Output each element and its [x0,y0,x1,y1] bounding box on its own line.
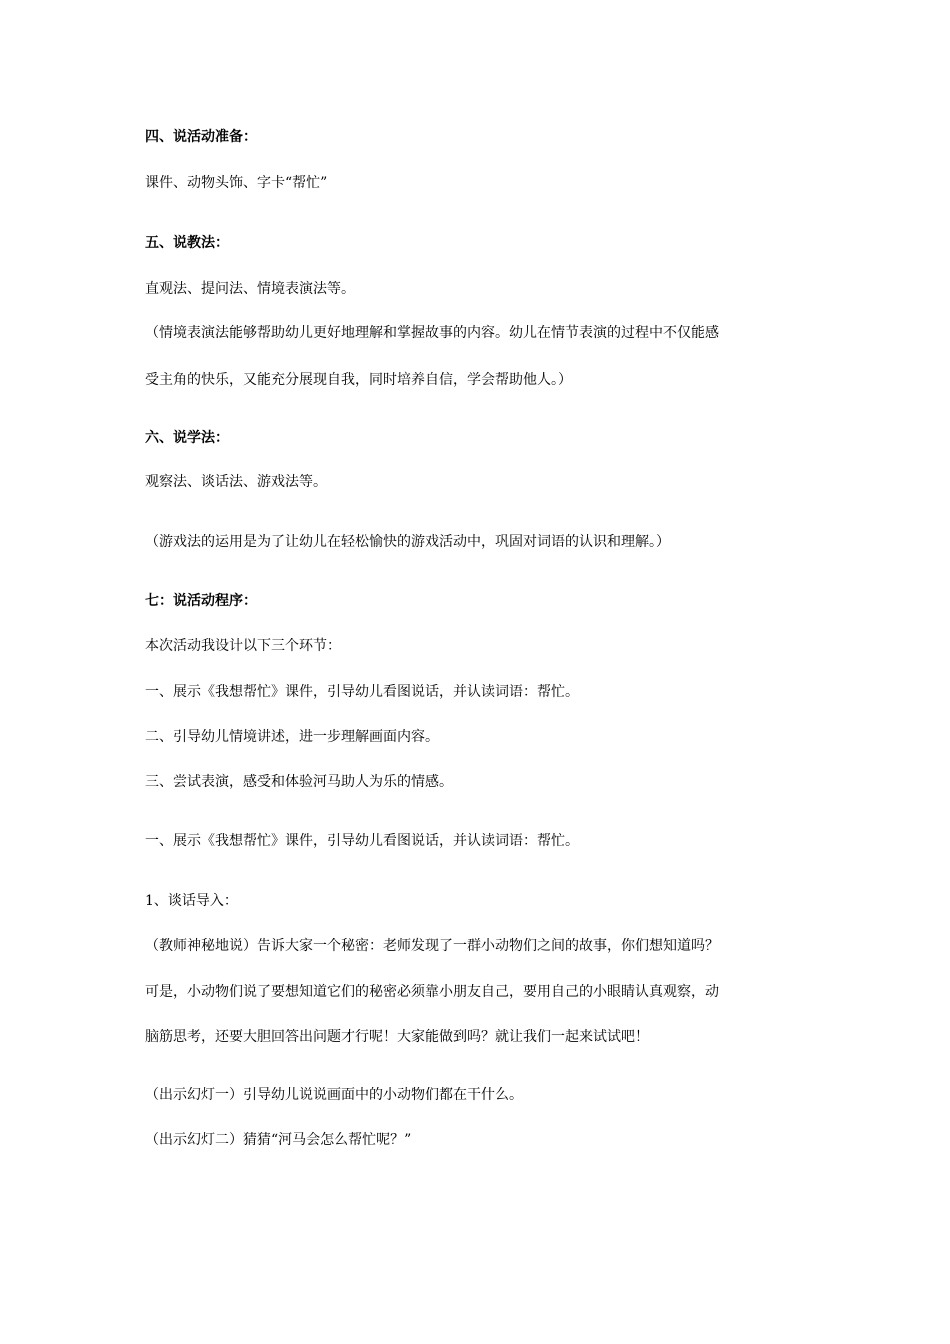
learning-methods-text: 观察法、谈话法、游戏法等。 [145,474,327,490]
procedure-step-2: 二、引导幼儿情境讲述，进一步理解画面内容。 [145,729,439,745]
section-heading-preparation: 四、说活动准备： [145,129,257,145]
section-heading-teaching-methods: 五、说教法： [145,235,229,251]
teaching-methods-note-line1: （情境表演法能够帮助幼儿更好地理解和掌握故事的内容。幼儿在情节表演的过程中不仅能感 [145,325,719,341]
conversation-paragraph-line1: （教师神秘地说）告诉大家一个秘密：老师发现了一群小动物们之间的故事，你们想知道吗？ [145,938,719,954]
conversation-paragraph-line3: 脑筋思考，还要大胆回答出问题才行呢！大家能做到吗？就让我们一起来试试吧！ [145,1029,649,1045]
teaching-methods-note-line2: 受主角的快乐，又能充分展现自我，同时培养自信，学会帮助他人。） [145,372,572,388]
procedure-step-1: 一、展示《我想帮忙》课件，引导幼儿看图说话，并认读词语：帮忙。 [145,684,579,700]
learning-methods-note: （游戏法的运用是为了让幼儿在轻松愉快的游戏活动中，巩固对词语的认识和理解。） [145,534,670,550]
teaching-methods-text: 直观法、提问法、情境表演法等。 [145,281,355,297]
slide-2-text: （出示幻灯二）猜猜“河马会怎么帮忙呢？” [145,1132,412,1148]
step-1-heading: 一、展示《我想帮忙》课件，引导幼儿看图说话，并认读词语：帮忙。 [145,833,579,849]
procedure-intro: 本次活动我设计以下三个环节： [145,638,341,654]
sub-heading-conversation-intro: 1、谈话导入： [145,893,238,909]
section-heading-learning-methods: 六、说学法： [145,430,229,446]
preparation-text: 课件、动物头饰、字卡“帮忙” [145,175,328,191]
conversation-paragraph-line2: 可是，小动物们说了要想知道它们的秘密必须靠小朋友自己，要用自己的小眼睛认真观察，动 [145,984,719,1000]
procedure-step-3: 三、尝试表演，感受和体验河马助人为乐的情感。 [145,774,453,790]
section-heading-procedure: 七：说活动程序： [145,593,257,609]
slide-1-text: （出示幻灯一）引导幼儿说说画面中的小动物们都在干什么。 [145,1087,523,1103]
